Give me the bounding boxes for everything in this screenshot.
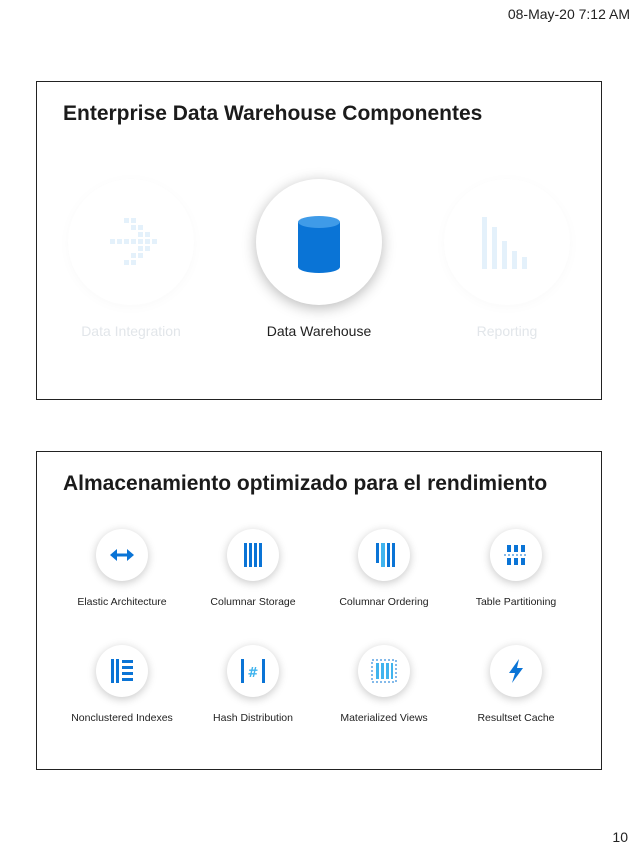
header-date: 08-May-20 7:12 AM (507, 6, 630, 22)
component-label-reporting: Reporting (476, 323, 538, 339)
component-label-data-integration: Data Integration (81, 323, 181, 339)
component-label-data-warehouse: Data Warehouse (266, 323, 372, 339)
slide-title: Enterprise Data Warehouse Componentes (63, 102, 483, 125)
index-list-icon (96, 645, 148, 697)
data-integration-icon (68, 179, 194, 305)
feature-label: Columnar Ordering (339, 596, 429, 608)
feature-resultset-cache (451, 645, 581, 724)
slide-title: Almacenamiento optimizado para el rendimiento (63, 472, 548, 495)
lightning-icon (490, 645, 542, 697)
double-arrow-icon (96, 529, 148, 581)
reporting-circle (444, 179, 570, 305)
feature-table-partitioning (451, 529, 581, 608)
partition-grid-icon (490, 529, 542, 581)
slide-edw-components (36, 81, 602, 400)
slide-optimized-storage (36, 451, 602, 770)
feature-label: Resultset Cache (477, 712, 555, 724)
feature-elastic-architecture (57, 529, 187, 608)
bar-chart-icon (444, 179, 570, 305)
feature-materialized-views (319, 645, 449, 724)
feature-hash-distribution (188, 645, 318, 724)
feature-label: Table Partitioning (475, 596, 557, 608)
feature-label: Columnar Storage (210, 596, 296, 608)
data-warehouse-circle (256, 179, 382, 305)
ordered-columns-icon (358, 529, 410, 581)
feature-columnar-ordering (319, 529, 449, 608)
feature-label: Elastic Architecture (77, 596, 167, 608)
materialized-view-icon (358, 645, 410, 697)
data-integration-circle (68, 179, 194, 305)
feature-label: Nonclustered Indexes (71, 712, 173, 724)
feature-columnar-storage (188, 529, 318, 608)
svg-text:#: # (247, 666, 259, 681)
page-number: 10 (612, 829, 628, 845)
hash-icon (227, 645, 279, 697)
feature-label: Hash Distribution (213, 712, 293, 724)
database-cylinder-icon (256, 179, 382, 305)
feature-label: Materialized Views (340, 712, 428, 724)
columns-icon (227, 529, 279, 581)
feature-nonclustered-indexes (57, 645, 187, 724)
